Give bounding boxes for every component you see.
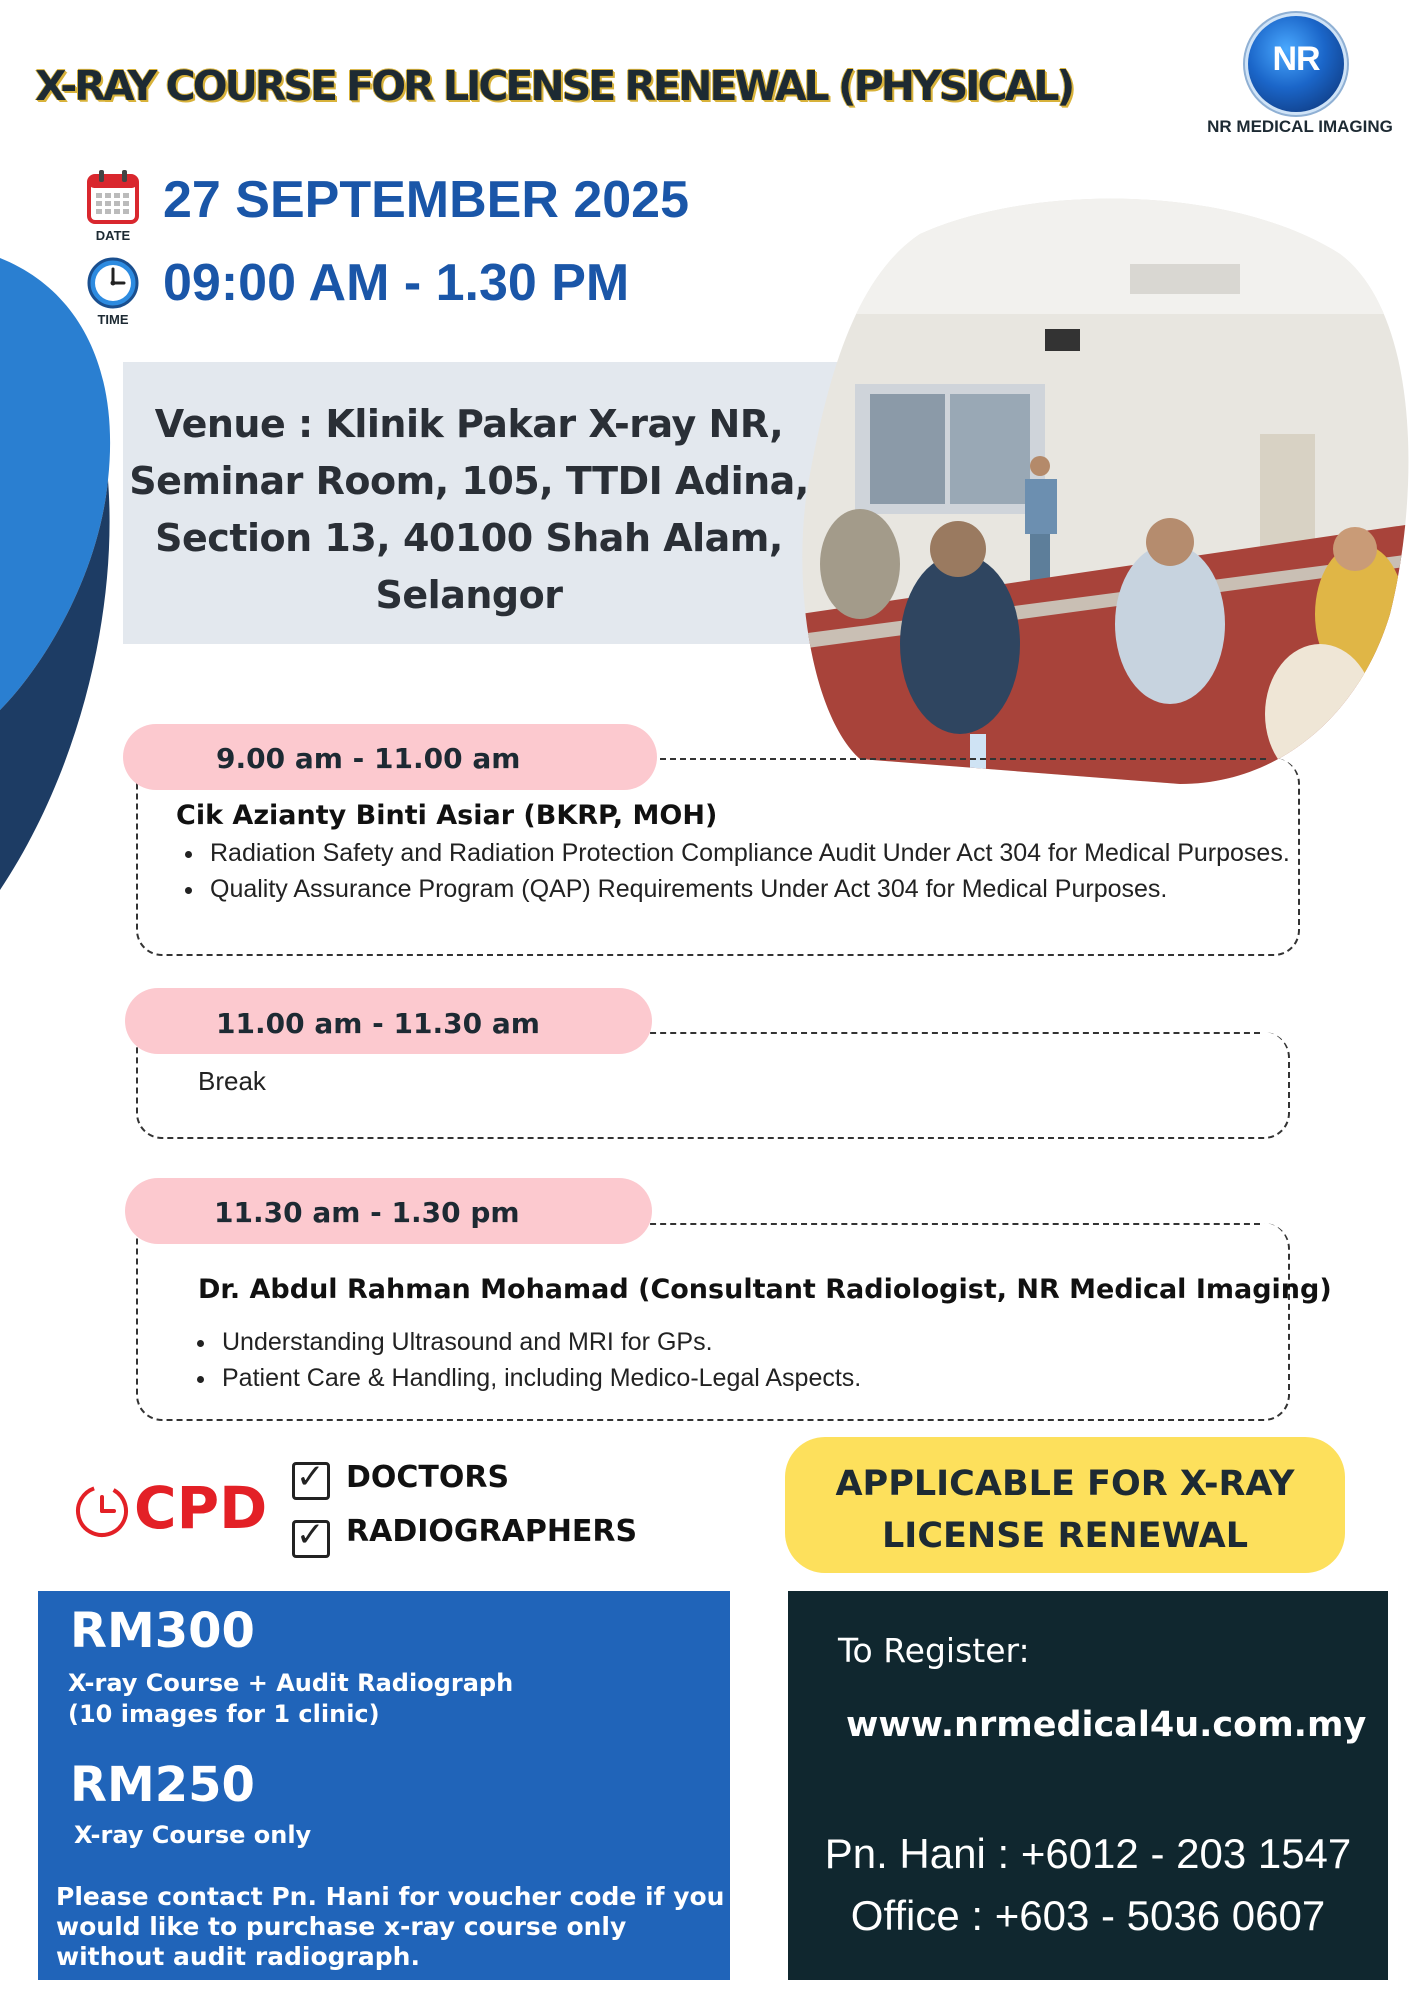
price-option-1: RM300 bbox=[70, 1603, 255, 1659]
session-1-topics bbox=[176, 835, 1296, 907]
price-option-1-desc-detail: (10 images for 1 clinic) bbox=[68, 1700, 380, 1728]
seminar-photo bbox=[800, 194, 1412, 790]
register-website-link[interactable]: www.nrmedical4u.com.my bbox=[846, 1705, 1367, 1745]
topic-item: • Understanding Ultrasound and MRI for GPs. bbox=[218, 1324, 1278, 1360]
session-3-dash bbox=[640, 1223, 1260, 1225]
price-option-2: RM250 bbox=[70, 1757, 255, 1813]
applicable-text: APPLICABLE FOR X-RAY LICENSE RENEWAL bbox=[835, 1464, 1295, 1556]
checkmark-icon: ✓ bbox=[296, 1515, 325, 1555]
topic-item: • Radiation Safety and Radiation Protection Compliance Audit Under Act 304 for Medical Purposes. bbox=[206, 835, 1296, 871]
left-decorative-curves bbox=[0, 250, 120, 900]
venue-text: Venue : Klinik Pakar X-ray NR, Seminar Room, 105, TTDI Adina, Section 13, 40100 Shah Alam, Selangor bbox=[129, 402, 809, 617]
clock-icon bbox=[86, 256, 140, 310]
session-1-time: 9.00 am - 11.00 am bbox=[216, 742, 521, 775]
session-3-speaker: Dr. Abdul Rahman Mohamad (Consultant Radiologist, NR Medical Imaging) bbox=[198, 1274, 1332, 1305]
topic-item: • Quality Assurance Program (QAP) Requirements Under Act 304 for Medical Purposes. bbox=[206, 871, 1296, 907]
contact-office: Office : +603 - 5036 0607 bbox=[850, 1892, 1326, 1939]
register-label: To Register: bbox=[838, 1631, 1030, 1670]
cpd-label: CPD bbox=[134, 1474, 268, 1542]
cpd-role-doctors: DOCTORS bbox=[346, 1460, 510, 1495]
event-time: 09:00 AM - 1.30 PM bbox=[163, 254, 630, 312]
contact-hani: Pn. Hani : +6012 - 203 1547 bbox=[824, 1830, 1352, 1877]
checkmark-icon: ✓ bbox=[296, 1457, 325, 1497]
time-caption: TIME bbox=[97, 312, 129, 327]
session-1-dash bbox=[640, 758, 1266, 760]
cpd-clock-icon bbox=[74, 1483, 130, 1539]
logo-caption: NR MEDICAL IMAGING bbox=[1207, 117, 1393, 136]
price-option-1-desc: X-ray Course + Audit Radiograph bbox=[68, 1669, 514, 1697]
session-1-speaker: Cik Azianty Binti Asiar (BKRP, MOH) bbox=[176, 800, 718, 831]
calendar-icon bbox=[86, 168, 140, 226]
session-2-time: 11.00 am - 11.30 am bbox=[216, 1007, 540, 1040]
voucher-note: Please contact Pn. Hani for voucher code if you would like to purchase x-ray course only without audit radiograph. bbox=[56, 1882, 725, 1971]
session-3-time: 11.30 am - 1.30 pm bbox=[214, 1196, 520, 1229]
price-option-2-desc: X-ray Course only bbox=[74, 1821, 312, 1849]
logo-mark: NR bbox=[1272, 40, 1320, 78]
session-3-topics bbox=[188, 1324, 1278, 1396]
cpd-role-radiographers: RADIOGRAPHERS bbox=[346, 1514, 638, 1549]
break-label: Break bbox=[198, 1066, 266, 1096]
session-2-dash bbox=[640, 1032, 1260, 1034]
date-caption: DATE bbox=[95, 228, 131, 243]
page-title: X-RAY COURSE FOR LICENSE RENEWAL (PHYSICAL) bbox=[35, 62, 1073, 110]
event-date: 27 SEPTEMBER 2025 bbox=[163, 171, 690, 229]
topic-item: • Patient Care & Handling, including Medico-Legal Aspects. bbox=[218, 1360, 1278, 1396]
